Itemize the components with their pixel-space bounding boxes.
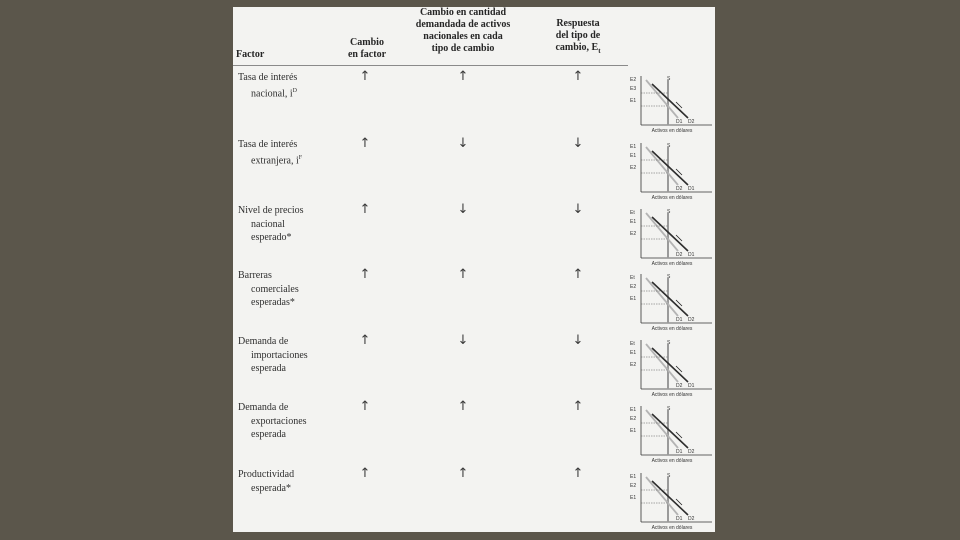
factor-superscript: F: [298, 154, 303, 161]
factor-label: [238, 401, 307, 442]
change-arrow: ↑: [359, 136, 371, 151]
table-row: [233, 71, 715, 137]
factor-line: [238, 152, 302, 168]
x-axis-label: Activos en dólares: [651, 195, 693, 201]
header-divider: [233, 65, 628, 66]
x-axis-label: Activos en dólares: [651, 525, 693, 531]
change-arrow: ↑: [359, 466, 371, 481]
y-axis-label: E2: [630, 362, 637, 368]
header-factor: Factor: [236, 49, 265, 60]
curve-label: D2: [676, 252, 683, 258]
header-respuesta-line: del tipo de: [555, 30, 601, 41]
factor-line: esperadas*: [251, 297, 295, 308]
table-row: [233, 335, 715, 401]
y-axis-label: E1: [630, 495, 637, 501]
supply-demand-graph: [630, 404, 714, 464]
factor-label: [238, 335, 308, 376]
curve-label: D2: [688, 516, 695, 522]
factor-label: [238, 71, 297, 100]
factor-line: esperada: [251, 429, 286, 440]
header-cambio: [333, 37, 401, 61]
demand-curve-1: [646, 147, 678, 185]
demand-curve-1: [646, 344, 678, 382]
factor-label: [238, 138, 302, 167]
supply-demand-graph: [630, 338, 714, 398]
header-cambio-line: Cambio: [350, 37, 384, 48]
x-axis-label: Activos en dólares: [651, 128, 693, 134]
factor-line: Demanda de: [238, 336, 289, 347]
supply-label: S: [667, 340, 671, 346]
supply-demand-graph: [630, 207, 714, 267]
header-respuesta: [533, 18, 623, 57]
factor-line-text: extranjera, i: [251, 154, 299, 166]
demand-curve-1: [646, 410, 678, 448]
y-axis-label: E3: [630, 86, 637, 92]
curve-label: D1: [676, 449, 683, 455]
supply-demand-graph: [630, 272, 714, 332]
y-axis-label: E1: [630, 350, 637, 356]
change-arrow: ↑: [359, 399, 371, 414]
y-axis-label: E1: [630, 219, 637, 225]
response-arrow: ↑: [572, 267, 584, 282]
curve-label: D1: [676, 317, 683, 323]
y-axis-label: Et: [630, 210, 635, 216]
quantity-arrow: ↑: [457, 466, 469, 481]
factor-line: nacional: [251, 218, 285, 230]
supply-label: S: [667, 406, 671, 412]
factor-line: Nivel de precios: [238, 205, 304, 216]
header-respuesta-sub: t: [598, 47, 601, 55]
demand-curve-2: [652, 348, 688, 382]
curve-label: D2: [688, 317, 695, 323]
quantity-arrow: ↑: [457, 69, 469, 84]
demand-curve-2: [652, 282, 688, 316]
header-cantidad-line: nacionales en cada: [423, 31, 503, 42]
response-arrow: ↓: [572, 333, 584, 348]
curve-label: D2: [676, 383, 683, 389]
factor-line: esperado*: [251, 232, 292, 243]
header-respuesta-line: Respuesta: [556, 18, 600, 29]
header-cantidad-line: demandada de activos: [415, 19, 511, 30]
factor-label: [238, 468, 294, 495]
change-arrow: ↑: [359, 202, 371, 217]
demand-curve-2: [652, 151, 688, 185]
response-arrow: ↑: [572, 399, 584, 414]
quantity-arrow: ↓: [457, 333, 469, 348]
response-arrow: ↑: [572, 69, 584, 84]
demand-curve-2: [652, 414, 688, 448]
header-cantidad: [398, 7, 528, 55]
demand-curve-1: [646, 213, 678, 251]
factor-line: Productividad: [238, 469, 295, 480]
curve-label: D1: [676, 516, 683, 522]
factor-line: Tasa de interés: [238, 139, 298, 150]
table-row: [233, 468, 715, 534]
y-axis-label: Et: [630, 275, 635, 281]
header-cantidad-line: tipo de cambio: [431, 43, 495, 54]
curve-label: D1: [688, 186, 695, 192]
y-axis-label: E1: [630, 474, 637, 480]
quantity-arrow: ↑: [457, 399, 469, 414]
change-arrow: ↑: [359, 69, 371, 84]
y-axis-label: E2: [630, 165, 637, 171]
y-axis-label: E1: [630, 296, 637, 302]
x-axis-label: Activos en dólares: [651, 261, 693, 267]
y-axis-label: E2: [630, 483, 637, 489]
supply-label: S: [667, 473, 671, 479]
quantity-arrow: ↑: [457, 267, 469, 282]
factor-line: exportaciones: [251, 415, 307, 427]
demand-curve-1: [646, 80, 678, 118]
header-respuesta-text: cambio, E: [555, 42, 599, 53]
header-cantidad-line: Cambio en cantidad: [419, 7, 507, 18]
curve-label: D1: [676, 119, 683, 125]
y-axis-label: E2: [630, 77, 637, 83]
x-axis-label: Activos en dólares: [651, 392, 693, 398]
y-axis-label: E1: [630, 407, 637, 413]
factor-label: [238, 269, 299, 310]
factor-line: Barreras: [238, 270, 272, 281]
factor-label: [238, 204, 304, 245]
supply-demand-graph: [630, 471, 714, 531]
curve-label: D1: [688, 383, 695, 389]
y-axis-label: E1: [630, 428, 637, 434]
demand-curve-1: [646, 477, 678, 515]
supply-demand-graph: [630, 74, 714, 134]
supply-demand-graph: [630, 141, 714, 201]
factor-line: Demanda de: [238, 402, 289, 413]
response-arrow: ↓: [572, 202, 584, 217]
factor-table-page: [233, 7, 715, 532]
table-row: [233, 138, 715, 204]
y-axis-label: E2: [630, 416, 637, 422]
demand-curve-2: [652, 217, 688, 251]
header-cambio-line: en factor: [347, 49, 387, 60]
factor-line: esperada*: [251, 482, 291, 494]
factor-line: Tasa de interés: [238, 72, 298, 83]
quantity-arrow: ↓: [457, 202, 469, 217]
y-axis-label: E1: [630, 98, 637, 104]
change-arrow: ↑: [359, 333, 371, 348]
factor-line: importaciones: [251, 349, 308, 361]
x-axis-label: Activos en dólares: [651, 458, 693, 464]
header-respuesta-line: [533, 42, 623, 57]
demand-curve-1: [646, 278, 678, 316]
demand-curve-2: [652, 84, 688, 118]
curve-label: D2: [676, 186, 683, 192]
response-arrow: ↓: [572, 136, 584, 151]
curve-label: D2: [688, 119, 695, 125]
y-axis-label: E2: [630, 231, 637, 237]
y-axis-label: E1: [630, 153, 637, 159]
change-arrow: ↑: [359, 267, 371, 282]
table-row: [233, 401, 715, 467]
supply-label: S: [667, 143, 671, 149]
factor-line: comerciales: [251, 283, 299, 295]
y-axis-label: E1: [630, 144, 637, 150]
y-axis-label: E2: [630, 284, 637, 290]
demand-curve-2: [652, 481, 688, 515]
quantity-arrow: ↓: [457, 136, 469, 151]
response-arrow: ↑: [572, 466, 584, 481]
factor-line: esperada: [251, 363, 286, 374]
factor-line: [238, 85, 297, 101]
curve-label: D1: [688, 252, 695, 258]
x-axis-label: Activos en dólares: [651, 326, 693, 332]
table-row: [233, 204, 715, 270]
supply-label: S: [667, 209, 671, 215]
factor-line-text: nacional, i: [251, 87, 293, 99]
curve-label: D2: [688, 449, 695, 455]
y-axis-label: Et: [630, 341, 635, 347]
supply-label: S: [667, 76, 671, 82]
supply-label: S: [667, 274, 671, 280]
factor-superscript: D: [292, 87, 297, 94]
table-row: [233, 269, 715, 335]
